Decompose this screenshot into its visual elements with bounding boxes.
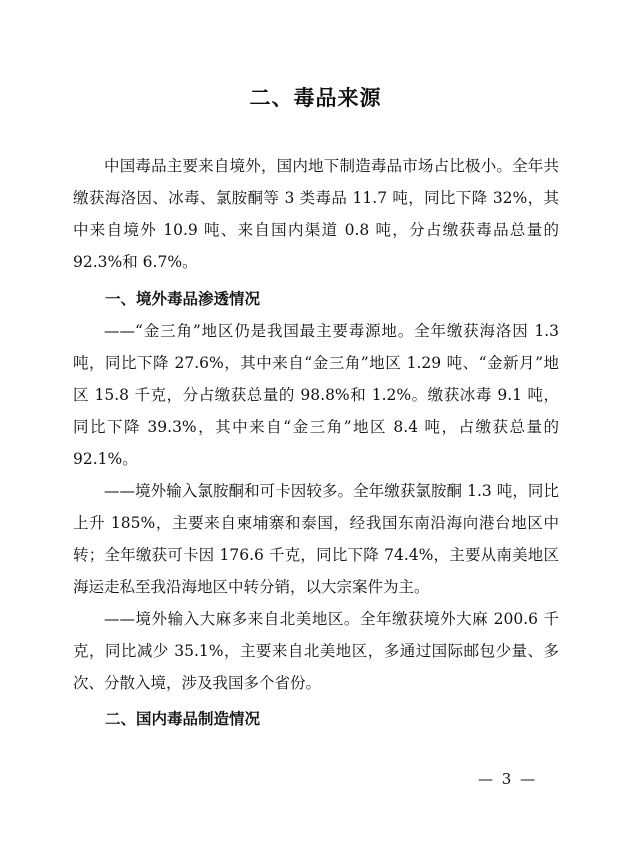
paragraph-golden-triangle: ——“金三角”地区仍是我国最主要毒源地。全年缴获海洛因 1.3 吨，同比下降 27.6%，其中来自“金三角”地区 1.29 吨、“金新月”地区 15.8 千克，分占缴获总量的 98.8%和 1.2%。缴获冰毒 9.1 吨，同比下降 39.3%，其中来自“金三角”地区 8.4 吨，占缴获总量的 92.1%。: [73, 322, 559, 468]
page-number: — 3 —: [478, 770, 538, 788]
section-heading-foreign: 一、境外毒品渗透情况: [105, 290, 261, 308]
intro-paragraph: 中国毒品主要来自境外，国内地下制造毒品市场占比极小。全年共缴获海洛因、冰毒、氯胺酮等 3 类毒品 11.7 吨，同比下降 32%，其中来自境外 10.9 吨、来自国内渠道 0.8 吨，分占缴获毒品总量的 92.3%和 6.7%。: [73, 157, 559, 271]
paragraph-ketamine-cocaine: ——境外输入氯胺酮和可卡因较多。全年缴获氯胺酮 1.3 吨，同比上升 185%，主要来自柬埔寨和泰国，经我国东南沿海向港台地区中转；全年缴获可卡因 176.6 千克，同比下降 74.4%，主要从南美地区海运走私至我沿海地区中转分销，以大宗案件为主。: [73, 482, 559, 596]
page-title: 二、毒品来源: [249, 86, 382, 110]
section-heading-domestic: 二、国内毒品制造情况: [105, 710, 261, 728]
paragraph-cannabis: ——境外输入大麻多来自北美地区。全年缴获境外大麻 200.6 千克，同比减少 35.1%，主要来自北美地区，多通过国际邮包少量、多次、分散入境，涉及我国多个省份。: [73, 610, 559, 692]
